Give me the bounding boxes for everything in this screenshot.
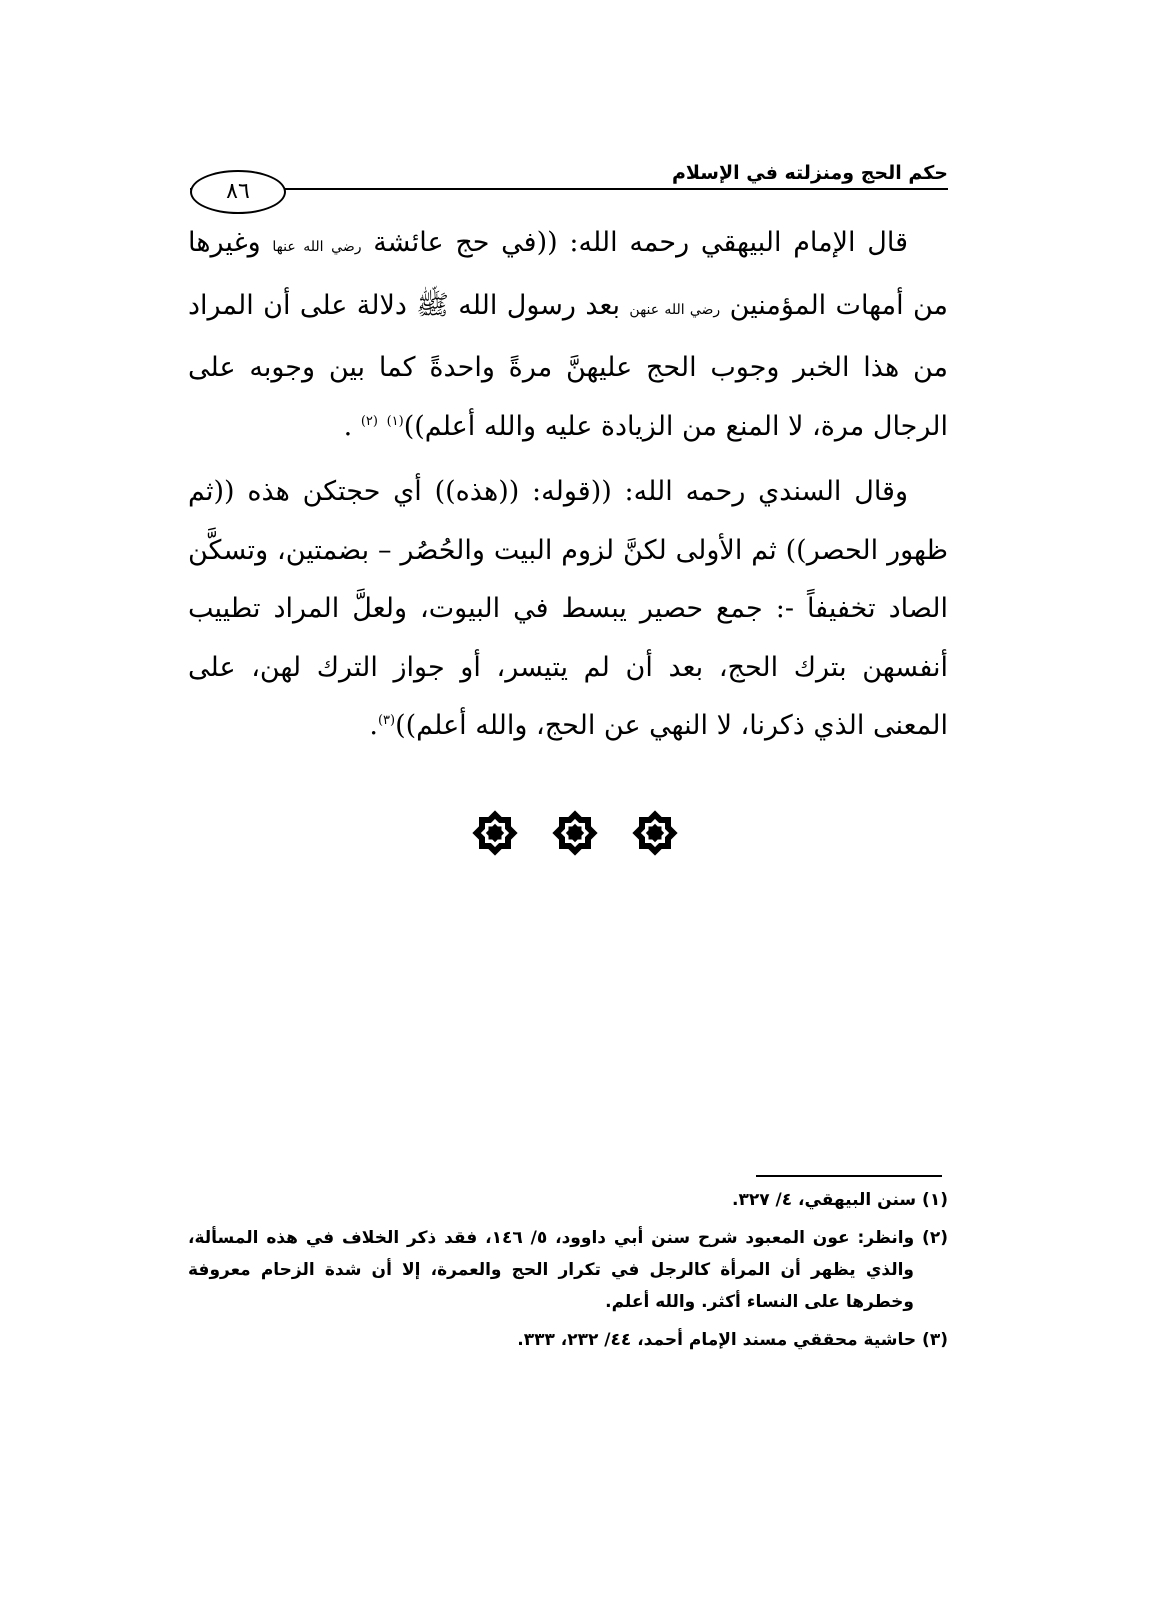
footnote-separator [756, 1175, 942, 1177]
honorific: رضي الله عنهن [629, 301, 721, 318]
star-ornament-icon [630, 808, 680, 858]
header-rule [190, 188, 948, 190]
honorific: رضي الله عنها [272, 239, 362, 255]
footnote-1: (١) سنن البيهقي، ٤/ ٣٢٧. [732, 1190, 948, 1210]
footnote-ref: (١) [386, 413, 404, 429]
paragraph-text: بعد رسول الله ﷺ دلالة على أن المراد من هذا الخبر وجوب الحج عليهنَّ مرةً واحدةً كما بين وجوبه على الرجال مرة، لا المنع من الزيادة عليه والله أعلم)) [188, 289, 948, 442]
paragraph-bayhaqi [188, 214, 948, 456]
footnote-ref: (٢) [360, 413, 378, 429]
paragraph-sindi [188, 463, 948, 756]
paragraph-text: وغيرها من أمهات المؤمنين [188, 227, 948, 321]
main-text [188, 214, 948, 763]
paragraph-text: وقال السندي رحمه الله: ((قوله: ((هذه)) أي حجتكن هذه ((ثم ظهور الحصر)) ثم الأولى لكنَّ لزوم البيت والحُصُر – بضمتين، وتسكَّن الصاد تخفيفاً -: جمع حصير يبسط في البيوت، ولعلَّ المراد تطييب أنفسهن بترك الحج، بعد أن لم يتيسر، أو جواز الترك لهن، على المعنى الذي ذكرنا، لا النهي عن الحج، والله أعلم)) [188, 476, 948, 741]
page-number: ٨٦ [190, 170, 286, 214]
star-ornament-icon [550, 808, 600, 858]
running-header [190, 158, 948, 208]
paragraph-end: . [369, 710, 378, 741]
header-title: حكم الحج ومنزلته في الإسلام [671, 162, 948, 184]
paragraph-text: قال الإمام البيهقي رحمه الله: ((في حج عائشة [373, 227, 908, 258]
footnotes [188, 1184, 948, 1362]
footnote-3: (٣) حاشية محققي مسند الإمام أحمد، ٤٤/ ٢٣٢، ٣٣٣. [517, 1330, 948, 1350]
footnote-ref: (٣) [377, 713, 396, 728]
footnote-2: (٢) وانظر: عون المعبود شرح سنن أبي داوود، ٥/ ١٤٦، فقد ذكر الخلاف في هذه المسألة، والذي يظهر أن المرأة كالرجل في تكرار الحج والعمرة، إلا أن شدة الزحام معروفة وخطرها على النساء أكثر. والله أعلم. [188, 1228, 948, 1312]
star-ornament-icon [470, 808, 520, 858]
section-divider [470, 808, 680, 858]
paragraph-end: . [343, 410, 361, 442]
